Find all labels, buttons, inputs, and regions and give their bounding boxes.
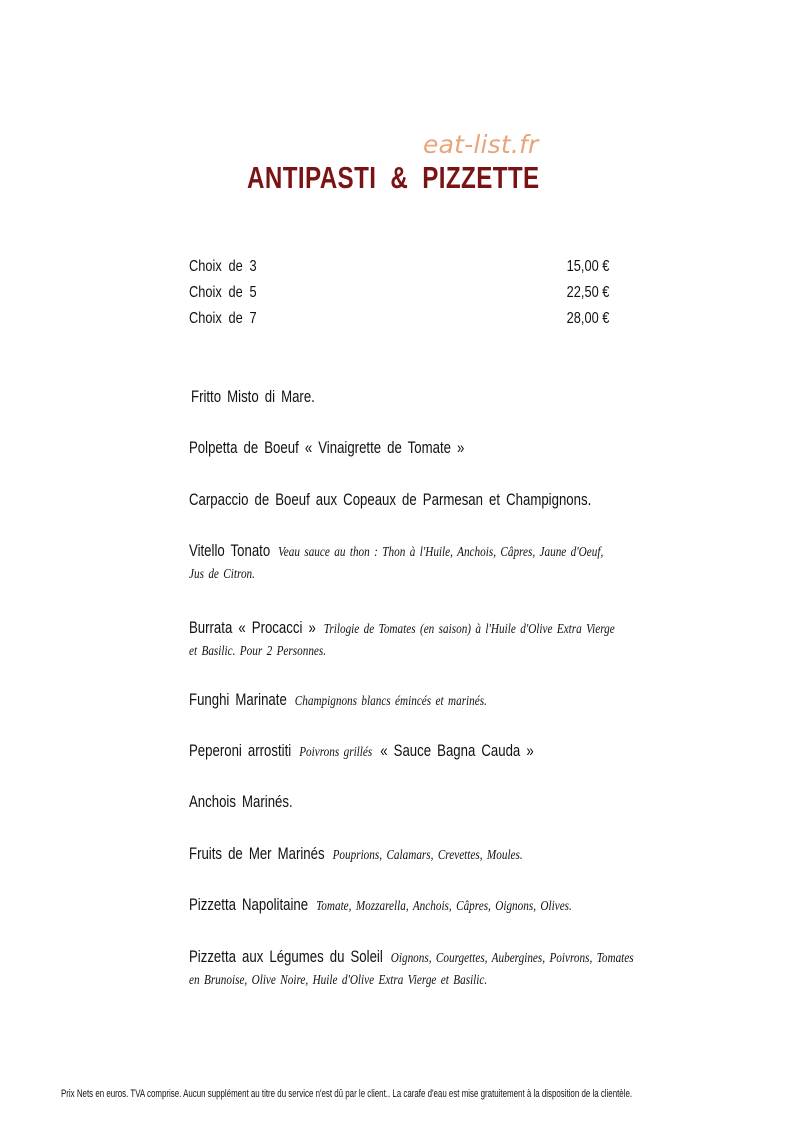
menu-item-pizzetta-legumes [189,946,637,992]
item-description-cont: Jus de Citron. [189,567,255,582]
menu-item-fruits-de-mer [189,843,637,867]
item-description: Pouprions, Calamars, Crevettes, Moules. [332,848,523,863]
choice-label: Choix de 3 [189,258,257,275]
item-sauce: « Sauce Bagna Cauda » [380,742,534,760]
item-description: Oignons, Courgettes, Aubergines, Poivrons, Tomates [390,951,634,966]
footer-note: Prix Nets en euros. TVA comprise. Aucun supplément au titre du service n'est dû par le client.. La carafe d'eau est mise gratuitement à la disposition de la clientèle. [61,1088,633,1100]
choice-row-7 [189,310,609,332]
item-description: Poivrons grillés [299,745,373,760]
page-title [247,160,540,196]
title-pizzette: PIZZETTE [422,160,540,195]
item-name: Fruits de Mer Marinés [189,845,325,863]
choice-price: 22,50 € [566,284,609,301]
item-name: Peperoni arrostiti [189,742,292,760]
choice-label: Choix de 7 [189,310,257,327]
choice-label: Choix de 5 [189,284,257,301]
menu-item-pizzetta-napolitaine [189,894,637,918]
item-description-cont: en Brunoise, Olive Noire, Huile d'Olive Extra Vierge et Basilic. [189,973,488,988]
item-name: Vitello Tonato [189,542,271,560]
menu-item-fritto-misto [191,386,639,408]
watermark: eat-list.fr [423,130,539,159]
item-name: Pizzetta aux Légumes du Soleil [189,948,383,966]
title-ampersand: & [390,160,409,195]
item-name: Pizzetta Napolitaine [189,896,309,914]
menu-item-vitello-tonato [189,540,637,586]
item-name: Polpetta de Boeuf « Vinaigrette de Tomate » [189,439,465,457]
item-description: Champignons blancs émincés et marinés. [294,694,487,709]
title-antipasti: ANTIPASTI [247,160,377,195]
choice-row-3 [189,258,609,280]
menu-item-polpetta [189,437,637,459]
choice-price: 28,00 € [566,310,609,327]
choice-price: 15,00 € [566,258,609,275]
item-name: Burrata « Procacci » [189,619,316,637]
item-name: Carpaccio de Boeuf aux Copeaux de Parmesan et Champignons. [189,491,592,509]
menu-item-funghi [189,689,637,713]
item-name: Funghi Marinate [189,691,287,709]
item-description: Tomate, Mozzarella, Anchois, Câpres, Oignons, Olives. [316,899,572,914]
item-name: Fritto Misto di Mare. [191,388,315,406]
menu-item-carpaccio [189,489,637,511]
item-description: Trilogie de Tomates (en saison) à l'Huile d'Olive Extra Vierge [323,622,615,637]
item-description: Veau sauce au thon : Thon à l'Huile, Anchois, Câpres, Jaune d'Oeuf, [278,545,604,560]
choice-row-5 [189,284,609,306]
item-description-cont: et Basilic. Pour 2 Personnes. [189,644,327,659]
menu-item-peperoni [189,740,637,764]
item-name: Anchois Marinés. [189,793,293,811]
menu-item-anchois [189,791,637,813]
menu-item-burrata [189,617,637,663]
